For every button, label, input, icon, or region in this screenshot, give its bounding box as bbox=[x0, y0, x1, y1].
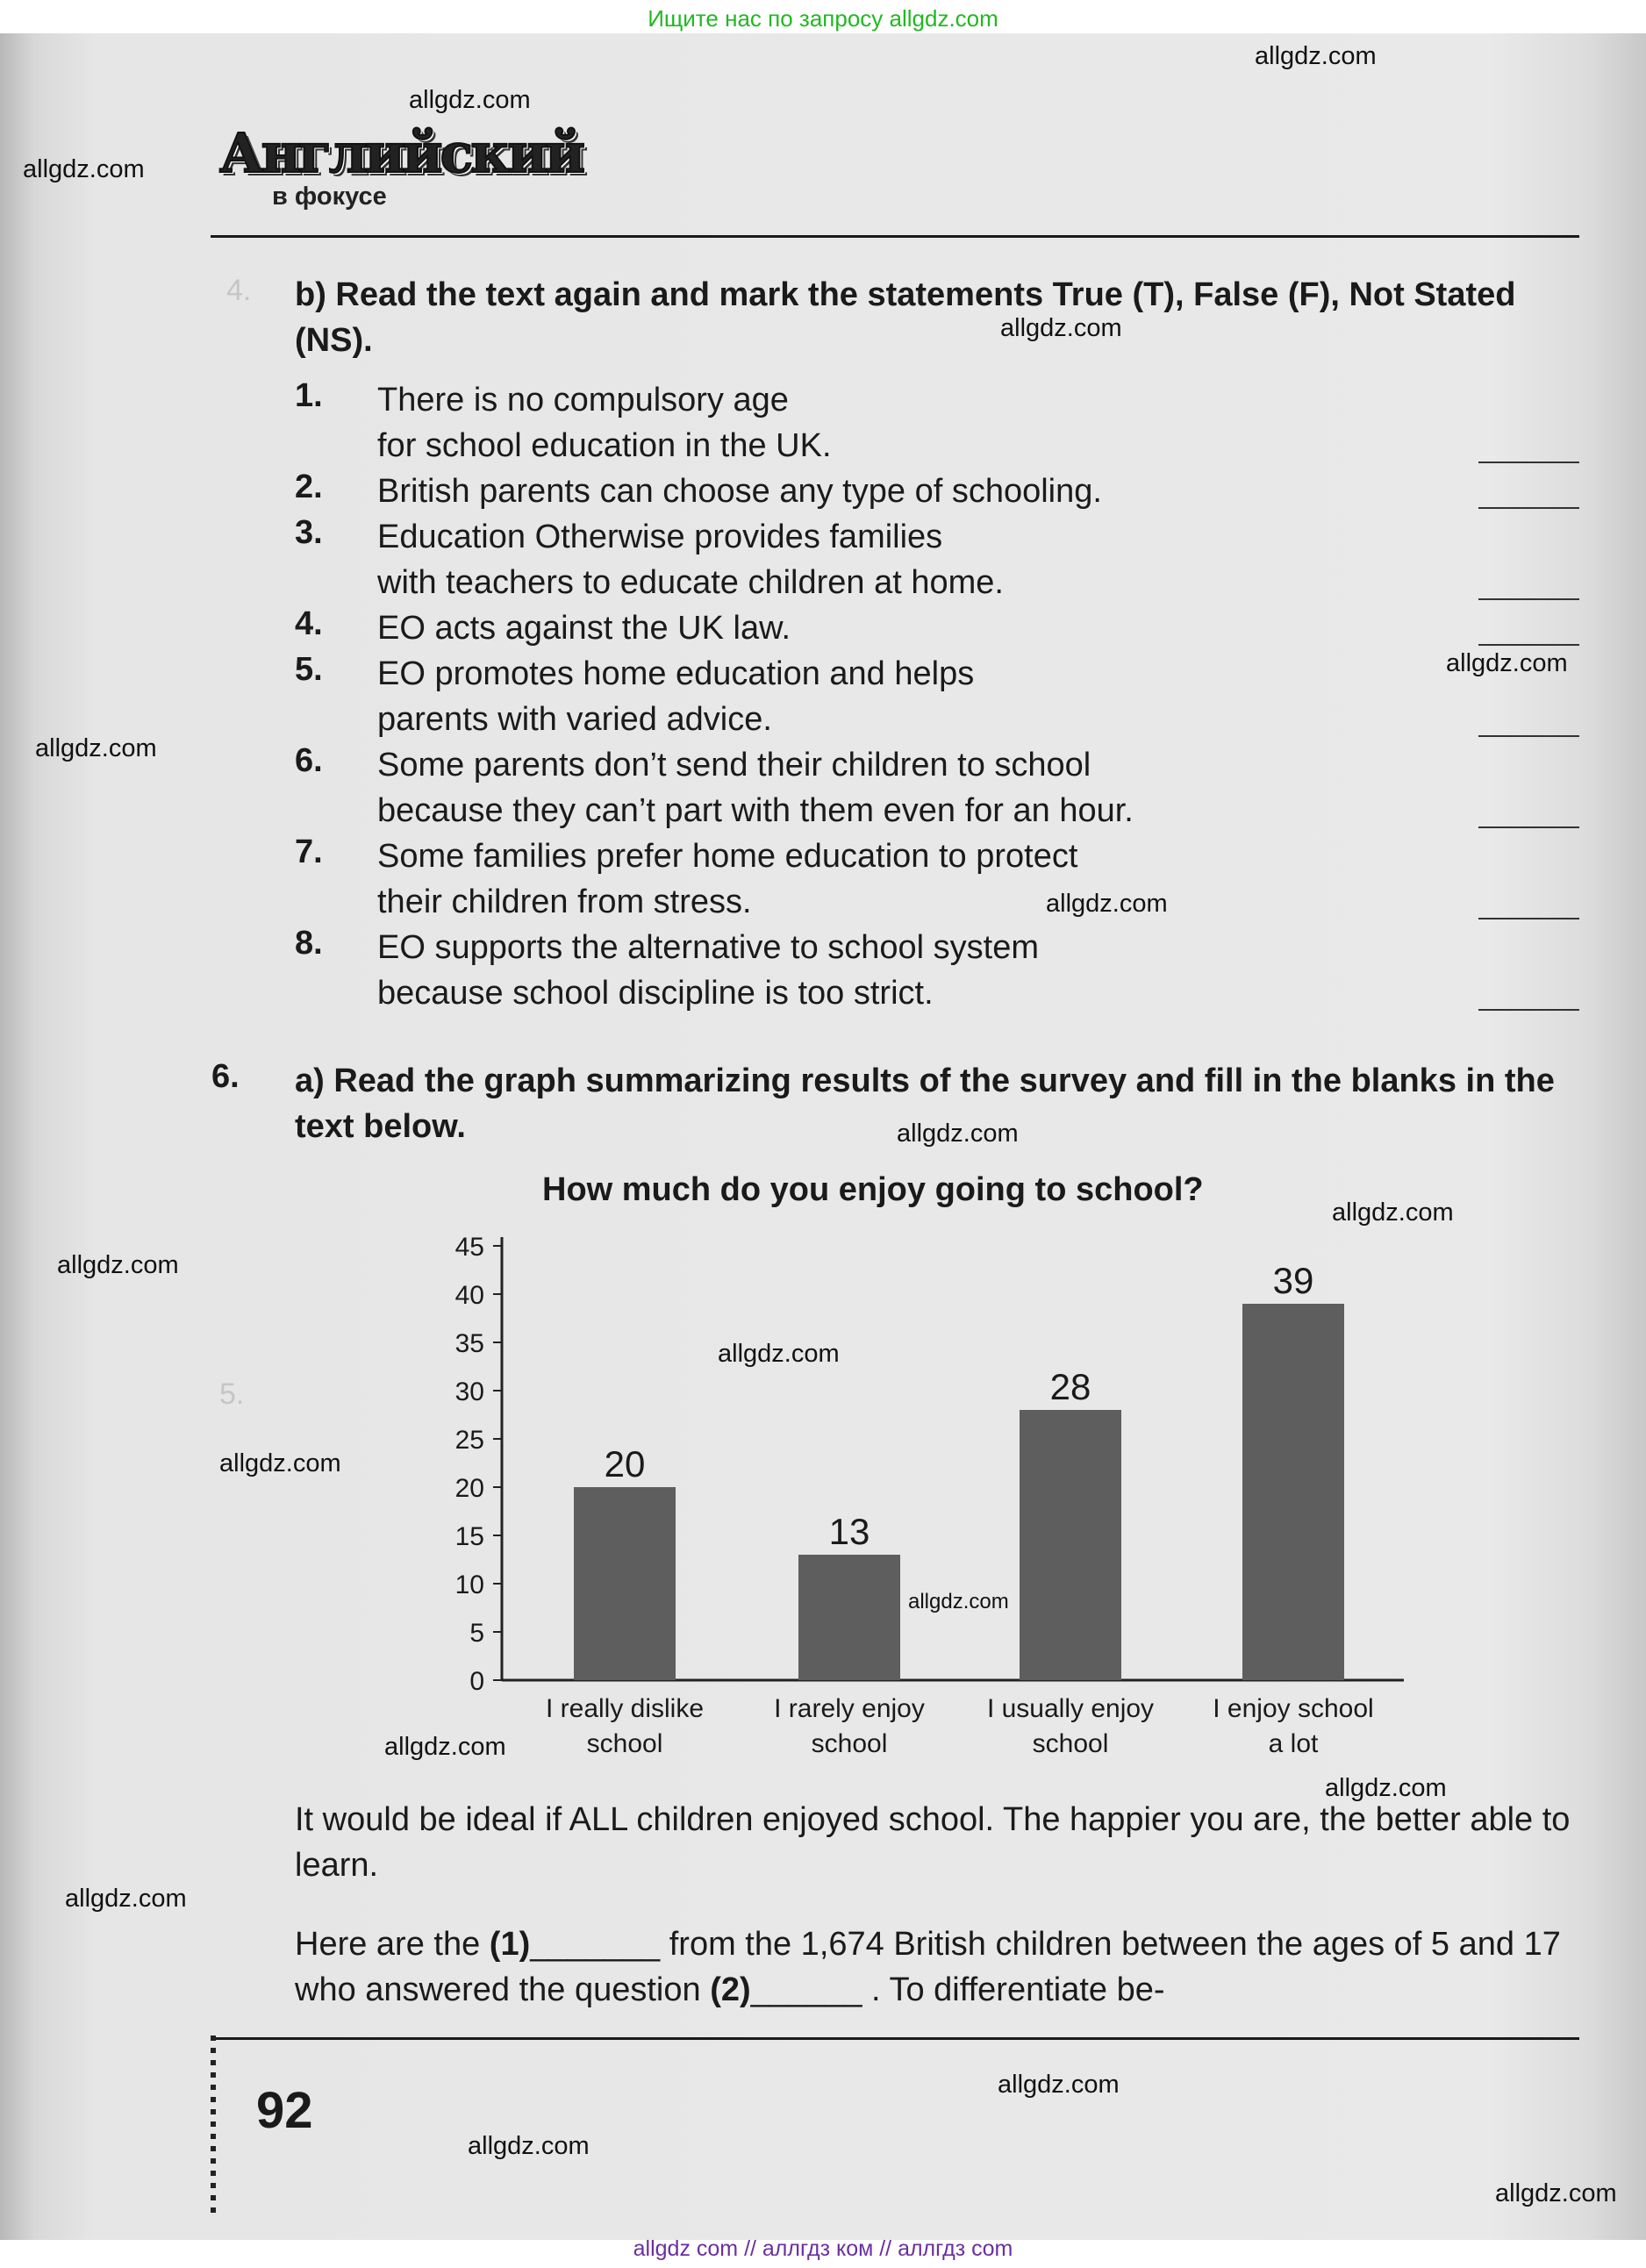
footer-dots bbox=[211, 2035, 216, 2220]
category-label: school bbox=[586, 1729, 663, 1758]
blank-2-label: (2) bbox=[710, 1971, 751, 2008]
answer-blank[interactable] bbox=[1478, 644, 1579, 646]
blank-1-label: (1) bbox=[489, 1926, 531, 1963]
top-banner[interactable]: Ищите нас по запросу allgdz.com bbox=[648, 5, 998, 32]
category-label: school bbox=[1032, 1729, 1109, 1758]
watermark: allgdz.com bbox=[1325, 1774, 1447, 1802]
statement-text: Some parents don’t send their children to school bbox=[377, 747, 1091, 783]
bar-value-label: 39 bbox=[1272, 1260, 1314, 1301]
paragraph-2 bbox=[295, 1921, 1580, 2013]
y-tick-label: 45 bbox=[454, 1233, 484, 1262]
footer-rule bbox=[211, 2037, 1579, 2040]
y-tick-label: 35 bbox=[454, 1329, 484, 1358]
bleed-through-text: 5. bbox=[219, 1377, 245, 1411]
task-b-instruction: b) Read the text again and mark the statements True (T), False (F), Not Stated (NS). bbox=[295, 276, 1516, 359]
y-tick-label: 25 bbox=[454, 1426, 484, 1455]
statement-number: 6. bbox=[295, 742, 323, 779]
bar bbox=[574, 1487, 676, 1680]
bar bbox=[1242, 1304, 1344, 1680]
watermark: allgdz.com bbox=[998, 2071, 1120, 2099]
statement-text: EO promotes home education and helps bbox=[377, 655, 975, 692]
task-6-instruction: a) Read the graph summarizing results of the survey and fill in the blanks in the text below. bbox=[295, 1062, 1555, 1145]
y-tick-label: 20 bbox=[454, 1474, 484, 1503]
paragraph-2-text: from the 1,674 British children between the ages of 5 and 17 who answered the question bbox=[295, 1926, 1561, 2008]
watermark: allgdz.com bbox=[1000, 314, 1122, 342]
statement-text: EO supports the alternative to school system bbox=[377, 929, 1040, 966]
watermark: allgdz.com bbox=[1332, 1198, 1454, 1227]
y-tick-label: 15 bbox=[454, 1522, 484, 1551]
statement-number: 2. bbox=[295, 469, 323, 505]
watermark: allgdz.com bbox=[908, 1590, 1009, 1613]
watermark: allgdz.com bbox=[1495, 2179, 1617, 2207]
task-6-number: 6. bbox=[211, 1058, 240, 1095]
logo-subtitle: в фокусе bbox=[272, 182, 387, 211]
watermark: allgdz.com bbox=[219, 1449, 341, 1477]
watermark: allgdz.com bbox=[57, 1251, 179, 1279]
paragraph-1: It would be ideal if ALL children enjoyed school. The happier you are, the better able to learn. bbox=[295, 1801, 1571, 1884]
answer-blank[interactable] bbox=[1478, 507, 1579, 509]
header-rule bbox=[211, 235, 1579, 238]
answer-blank[interactable] bbox=[1478, 461, 1579, 463]
watermark: allgdz.com bbox=[718, 1340, 840, 1368]
statement-number: 5. bbox=[295, 651, 323, 688]
statement-text: British parents can choose any type of schooling. bbox=[377, 473, 1102, 510]
y-tick-label: 10 bbox=[454, 1570, 484, 1599]
blank-2-line[interactable]: ______ bbox=[750, 1971, 862, 2008]
bar-value-label: 20 bbox=[604, 1443, 646, 1485]
statement-text: with teachers to educate children at home. bbox=[377, 564, 1004, 601]
statement-text: EO acts against the UK law. bbox=[377, 610, 791, 647]
answer-blank[interactable] bbox=[1478, 918, 1579, 919]
watermark: allgdz.com bbox=[1446, 649, 1568, 677]
answer-blank[interactable] bbox=[1478, 735, 1579, 737]
y-tick-label: 0 bbox=[469, 1667, 484, 1696]
paragraph-2-text: Here are the bbox=[295, 1926, 490, 1963]
statement-number: 8. bbox=[295, 925, 323, 962]
statement-number: 4. bbox=[295, 605, 323, 642]
category-label: a lot bbox=[1268, 1729, 1319, 1758]
answer-blank[interactable] bbox=[1478, 826, 1579, 828]
chart-title: How much do you enjoy going to school? bbox=[542, 1171, 1204, 1208]
category-label: school bbox=[811, 1729, 888, 1758]
bottom-banner[interactable]: allgdz com // аллгдз ком // аллгдз com bbox=[633, 2236, 1013, 2261]
statement-number: 3. bbox=[295, 514, 323, 551]
survey-bar-chart bbox=[439, 1211, 1492, 1772]
statement-text: parents with varied advice. bbox=[377, 701, 772, 738]
blank-1-line[interactable]: _______ bbox=[530, 1926, 661, 1963]
bar bbox=[1020, 1410, 1121, 1680]
category-label: I really dislike bbox=[545, 1694, 705, 1723]
watermark: allgdz.com bbox=[897, 1120, 1019, 1148]
statement-text: Some families prefer home education to protect bbox=[377, 838, 1078, 875]
statement-text: their children from stress. bbox=[377, 884, 752, 920]
page-number: 92 bbox=[256, 2082, 313, 2139]
paragraph-2-text: . To differentiate be- bbox=[862, 1971, 1165, 2008]
category-label: I enjoy school bbox=[1213, 1694, 1374, 1723]
category-label: I rarely enjoy bbox=[774, 1694, 925, 1723]
bar bbox=[798, 1555, 900, 1680]
y-tick-label: 5 bbox=[469, 1619, 484, 1648]
y-tick-label: 30 bbox=[454, 1377, 484, 1406]
watermark: allgdz.com bbox=[65, 1885, 187, 1913]
watermark: allgdz.com bbox=[35, 734, 157, 762]
watermark: allgdz.com bbox=[23, 155, 145, 183]
statement-text: for school education in the UK. bbox=[377, 427, 832, 464]
bleed-through-text: 4. bbox=[226, 274, 252, 307]
statement-number: 1. bbox=[295, 377, 323, 414]
answer-blank[interactable] bbox=[1478, 598, 1579, 600]
bar-value-label: 28 bbox=[1049, 1366, 1091, 1407]
answer-blank[interactable] bbox=[1478, 1009, 1579, 1011]
watermark: allgdz.com bbox=[1255, 42, 1377, 70]
statement-number: 7. bbox=[295, 834, 323, 870]
watermark: allgdz.com bbox=[409, 86, 531, 114]
watermark: allgdz.com bbox=[468, 2132, 590, 2160]
watermark: allgdz.com bbox=[1046, 890, 1168, 918]
statement-text: because they can’t part with them even for an hour. bbox=[377, 792, 1134, 829]
statement-text: There is no compulsory age bbox=[377, 382, 789, 419]
category-label: I usually enjoy bbox=[986, 1694, 1155, 1723]
y-tick-label: 40 bbox=[454, 1281, 484, 1310]
statement-text: because school discipline is too strict. bbox=[377, 975, 934, 1012]
bar-value-label: 13 bbox=[828, 1511, 870, 1552]
watermark: allgdz.com bbox=[384, 1733, 506, 1761]
statement-text: Education Otherwise provides families bbox=[377, 519, 943, 555]
logo-title: Английский bbox=[219, 121, 583, 185]
book-logo bbox=[219, 121, 583, 211]
